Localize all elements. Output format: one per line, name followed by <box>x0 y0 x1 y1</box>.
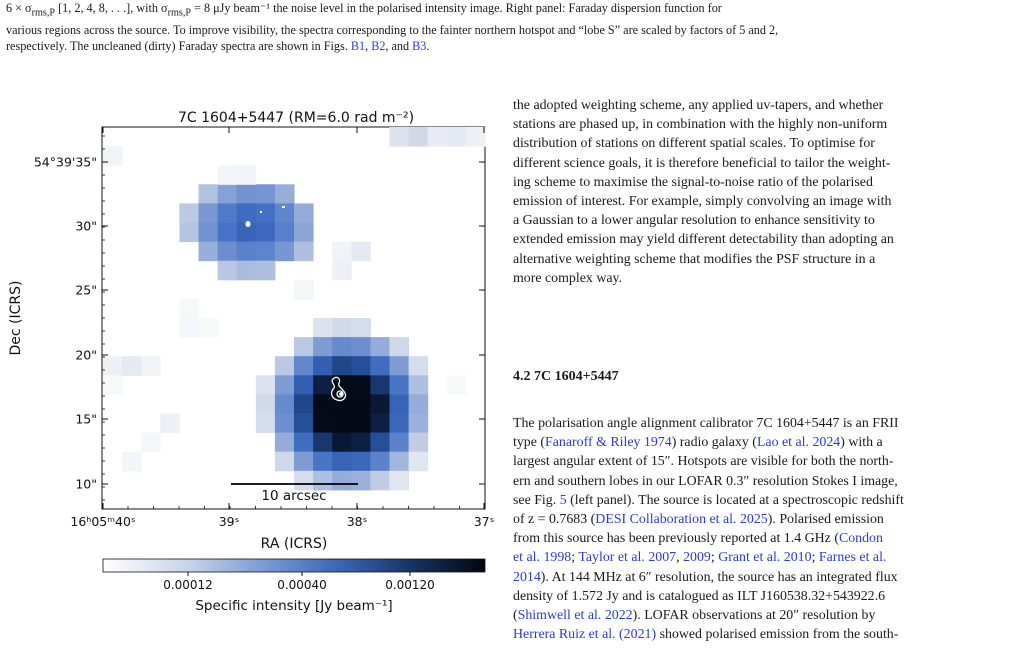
colorbar-tick-label: 0.00040 <box>277 578 327 592</box>
dec-tick-label: 15" <box>75 411 97 427</box>
citation-link[interactable]: 5 <box>559 492 567 508</box>
north-lobe-pixel <box>199 242 219 262</box>
south-lobe-pixel <box>370 414 390 434</box>
south-lobe-pixel <box>390 414 410 434</box>
citation-link[interactable]: 2009 <box>683 550 711 566</box>
text-line: extended emission may yield different detectability than adopting an <box>513 232 894 248</box>
text-run: showed polarised emission from the south- <box>656 627 899 643</box>
north-lobe-pixel <box>294 203 314 223</box>
text-run: ). Polarised emission <box>767 512 884 528</box>
south-lobe-pixel <box>351 414 371 434</box>
noise-pixel <box>103 146 123 166</box>
north-lobe-pixel <box>256 184 276 204</box>
plot-title: 7C 1604+5447 (RM=6.0 rad m⁻²) <box>177 110 415 126</box>
south-lobe-pixel <box>275 414 295 434</box>
south-lobe-pixel <box>332 337 352 357</box>
noise-pixel <box>332 242 352 262</box>
south-lobe-pixel <box>275 375 295 395</box>
citation-link[interactable]: Farnes et al. <box>818 550 887 566</box>
noise-pixel <box>160 414 180 434</box>
south-lobe-pixel <box>409 356 429 376</box>
south-lobe-pixel <box>313 337 333 357</box>
south-lobe-pixel <box>351 452 371 472</box>
south-lobe-pixel <box>370 356 390 376</box>
north-lobe-pixel <box>218 184 238 204</box>
north-lobe-pixel <box>237 242 257 262</box>
south-lobe-pixel <box>313 414 333 434</box>
south-lobe-pixel <box>294 375 314 395</box>
north-lobe-pixel <box>237 184 257 204</box>
south-lobe-pixel <box>390 394 410 414</box>
south-lobe-pixel <box>390 452 410 472</box>
north-lobe-pixel <box>199 203 219 223</box>
text-line: distribution of stations on different spatial scales. To optimise for <box>513 136 875 152</box>
south-lobe-pixel <box>332 452 352 472</box>
colorbar-label: Specific intensity [Jy beam⁻¹] <box>195 598 393 614</box>
text-run: ) with a <box>840 435 883 451</box>
colorbar <box>103 559 485 572</box>
text-line: different science goals, it is therefore beneficial to tailor the weight- <box>513 155 891 171</box>
text-line <box>513 529 1018 548</box>
south-lobe-pixel <box>370 452 390 472</box>
noise-pixel <box>332 261 352 281</box>
text-line <box>513 433 1018 452</box>
text-line: emission of interest. For example, simply convolving an image with <box>513 194 892 210</box>
south-lobe-pixel <box>332 414 352 434</box>
text-line: the adopted weighting scheme, any applied uv-tapers, and whether <box>513 98 884 113</box>
south-lobe-pixel <box>256 414 276 434</box>
text-run: see Fig. <box>513 492 560 508</box>
text-run: The polarisation angle alignment calibrator 7C 1604+5447 is an FRII <box>513 416 899 431</box>
citation-link[interactable]: Grant et al. 2010 <box>718 550 812 566</box>
south-lobe-pixel <box>351 356 371 376</box>
south-lobe-pixel <box>351 471 371 491</box>
text-run: ; <box>571 550 579 566</box>
figure-link-b3[interactable]: B3 <box>412 39 427 54</box>
text-run: ). LOFAR observations at 20″ resolution by <box>632 608 876 624</box>
text-line <box>513 587 1018 606</box>
south-lobe-pixel <box>313 356 333 376</box>
north-lobe-pixel <box>256 223 276 243</box>
north-lobe-pixel <box>218 223 238 243</box>
text-run: ern and southern lobes in our LOFAR 0.3″ resolution Stokes I image, <box>513 473 898 489</box>
dec-axis-label: Dec (ICRS) <box>8 280 24 356</box>
south-lobe-pixel <box>390 356 410 376</box>
south-lobe-pixel <box>294 337 314 357</box>
text-run: density of 1.572 Jy and is catalogued as ILT J160538.32+543922.6 <box>513 588 886 604</box>
north-lobe-pixel <box>237 261 257 281</box>
citation-link[interactable]: Herrera Ruiz et al. (2021) <box>513 627 657 643</box>
south-lobe-pixel <box>256 394 276 414</box>
dec-tick-label: 10" <box>75 476 97 492</box>
scale-bar-label: 10 arcsec <box>261 488 327 504</box>
text-line <box>513 452 1018 471</box>
ra-tick-label: 37ˢ <box>473 514 495 529</box>
north-lobe-pixel <box>275 242 295 262</box>
noise-pixel <box>428 127 448 147</box>
figure-link-b1[interactable]: B1 <box>350 39 366 54</box>
text-run: (left panel). The source is located at a spectroscopic redshift <box>566 492 904 508</box>
text-line: stations are phased up, in combination with the highly non-uniform <box>513 117 888 133</box>
south-lobe-pixel <box>256 375 276 395</box>
figure-link-b2[interactable]: B2 <box>371 39 386 54</box>
text-run: of z = 0.7683 ( <box>513 512 596 528</box>
text-line: a Gaussian to a lower angular resolution to enhance sensitivity to <box>513 213 875 229</box>
south-lobe-pixel <box>390 337 410 357</box>
south-lobe-pixel <box>390 433 410 453</box>
south-lobe-pixel <box>370 375 390 395</box>
south-lobe-pixel <box>370 394 390 414</box>
text-run: ; <box>811 550 819 566</box>
south-lobe-pixel <box>409 414 429 434</box>
colorbar-tick-label: 0.00012 <box>163 578 213 592</box>
north-lobe-pixel <box>275 184 295 204</box>
south-lobe-pixel <box>313 452 333 472</box>
paragraph-weighting <box>513 96 1018 288</box>
text-line <box>513 472 1018 491</box>
citation-link[interactable]: Condon <box>838 531 883 547</box>
caption-line-2: various regions across the source. To improve visibility, the spectra corresponding to the fainter northern hotspot and “lobe S” are scaled by factors of 5 and 2, <box>6 22 779 37</box>
noise-pixel <box>141 433 161 453</box>
south-lobe-pixel <box>409 375 429 395</box>
south-lobe-pixel <box>294 452 314 472</box>
south-lobe-pixel <box>351 433 371 453</box>
text-line: more complex way. <box>513 270 623 286</box>
colorbar-ticks <box>163 572 435 592</box>
south-lobe-pixel <box>370 337 390 357</box>
south-lobe-pixel <box>313 375 333 395</box>
text-run: , <box>676 550 684 566</box>
text-line <box>513 491 1018 510</box>
text-run: ). At 144 MHz at 6″ resolution, the source has an integrated flux <box>540 569 898 585</box>
text-line <box>513 414 1018 433</box>
north-lobe-pixel <box>294 242 314 262</box>
south-lobe-pixel <box>332 318 352 338</box>
citation-link[interactable]: Fanaroff & Riley 1974 <box>545 435 672 451</box>
north-lobe-pixel <box>275 223 295 243</box>
ra-tick-label: 38ˢ <box>346 514 368 529</box>
north-lobe-pixel <box>199 184 219 204</box>
noise-pixel <box>179 299 199 319</box>
text-run: ) radio galaxy ( <box>671 435 757 451</box>
noise-pixel <box>141 356 161 376</box>
image-pixels <box>103 127 486 490</box>
text-run: ( <box>513 608 518 624</box>
stokes-i-figure <box>0 96 500 656</box>
noise-pixel <box>294 280 314 300</box>
south-lobe-pixel <box>390 471 410 491</box>
south-lobe-pixel <box>313 394 333 414</box>
south-lobe-pixel <box>370 433 390 453</box>
text-line <box>513 606 1018 625</box>
north-lobe-pixel <box>179 223 199 243</box>
text-line <box>513 568 1018 587</box>
text-line: alternative weighting scheme that modifies the PSF structure in a <box>513 251 876 267</box>
citation-link[interactable]: et al. 1998 <box>513 550 572 566</box>
figure-caption <box>6 0 1018 55</box>
stokes-i-plot <box>0 96 500 656</box>
text-line: ing scheme to maximise the signal-to-noise ratio of the polarised <box>513 174 873 190</box>
south-lobe-pixel <box>275 452 295 472</box>
text-line <box>513 625 1018 644</box>
citation-link[interactable]: DESI Collaboration et al. 2025 <box>595 512 768 528</box>
noise-pixel <box>103 375 123 395</box>
caption-line-3: respectively. The uncleaned (dirty) Faraday spectra are shown in Figs. B1, B2, and B3. <box>6 39 430 54</box>
citation-link[interactable]: Lao et al. 2024 <box>756 435 841 451</box>
noise-pixel <box>237 165 257 185</box>
south-lobe-pixel <box>332 471 352 491</box>
noise-pixel <box>447 375 467 395</box>
north-lobe-pixel <box>199 223 219 243</box>
south-lobe-pixel <box>332 433 352 453</box>
text-line <box>513 510 1018 529</box>
citation-link[interactable]: 2014 <box>513 569 541 585</box>
noise-pixel <box>390 127 410 147</box>
dec-tick-label: 25" <box>75 282 97 298</box>
noise-pixel <box>218 165 238 185</box>
colorbar-tick-label: 0.00120 <box>385 578 435 592</box>
south-lobe-pixel <box>294 394 314 414</box>
ra-tick-label: 39ˢ <box>218 514 240 529</box>
citation-link[interactable]: Shimwell et al. 2022 <box>517 608 633 624</box>
paragraph-7c1604 <box>513 414 1018 644</box>
text-run: largest angular extent of 15″. Hotspots are visible for both the north- <box>513 454 894 470</box>
north-lobe-pixel <box>218 261 238 281</box>
south-lobe-pixel <box>294 356 314 376</box>
text-line <box>513 548 1018 567</box>
south-lobe-pixel <box>351 337 371 357</box>
noise-pixel <box>199 318 219 338</box>
noise-pixel <box>103 356 123 376</box>
ra-axis-label: RA (ICRS) <box>260 536 328 552</box>
south-lobe-pixel <box>275 433 295 453</box>
noise-pixel <box>122 356 142 376</box>
south-lobe-pixel <box>409 452 429 472</box>
south-lobe-pixel <box>313 433 333 453</box>
text-run: ; <box>710 550 719 566</box>
south-lobe-pixel <box>409 394 429 414</box>
north-lobe-pixel <box>256 261 276 281</box>
north-lobe-pixel <box>256 242 276 262</box>
text-run: type ( <box>513 435 546 451</box>
south-lobe-pixel <box>370 471 390 491</box>
dec-tick-label: 30" <box>75 218 97 234</box>
south-lobe-pixel <box>275 394 295 414</box>
south-lobe-pixel <box>351 375 371 395</box>
north-lobe-pixel <box>294 223 314 243</box>
section-heading: 4.2 7C 1604+5447 <box>513 369 619 384</box>
noise-pixel <box>447 127 467 147</box>
noise-pixel <box>466 127 486 147</box>
south-lobe-pixel <box>275 356 295 376</box>
noise-pixel <box>351 242 371 262</box>
north-lobe-pixel <box>237 203 257 223</box>
dec-tick-label: 20" <box>75 347 97 363</box>
north-lobe-pixel <box>218 203 238 223</box>
north-lobe-pixel <box>256 203 276 223</box>
south-lobe-pixel <box>294 433 314 453</box>
caption-line-1: $6 \times \sigma_{rms,P}$ [1, 2, 4, 8, . . .], with $\sigma_{rms,P} = 8$ μJy beam⁻¹ the noise level in the polarised intensity image. Right panel: Faraday dispersion function for <box>6 1 722 19</box>
south-lobe-pixel <box>332 394 352 414</box>
south-lobe-pixel <box>390 375 410 395</box>
dec-tick-label: 54°39'35" <box>33 154 97 170</box>
south-lobe-pixel <box>351 394 371 414</box>
noise-pixel <box>179 318 199 338</box>
text-run: from this source has been previously reported at 1.4 GHz ( <box>513 531 839 547</box>
south-lobe-pixel <box>409 433 429 453</box>
noise-pixel <box>409 127 429 147</box>
north-lobe-pixel <box>218 242 238 262</box>
south-lobe-pixel <box>332 356 352 376</box>
citation-link[interactable]: Taylor et al. 2007 <box>578 550 677 566</box>
noise-pixel <box>122 452 142 472</box>
south-lobe-pixel <box>351 318 371 338</box>
ra-tick-label: 16ʰ05ᵐ40ˢ <box>70 514 136 529</box>
north-lobe-pixel <box>179 203 199 223</box>
south-lobe-pixel <box>294 414 314 434</box>
south-lobe-pixel <box>313 318 333 338</box>
